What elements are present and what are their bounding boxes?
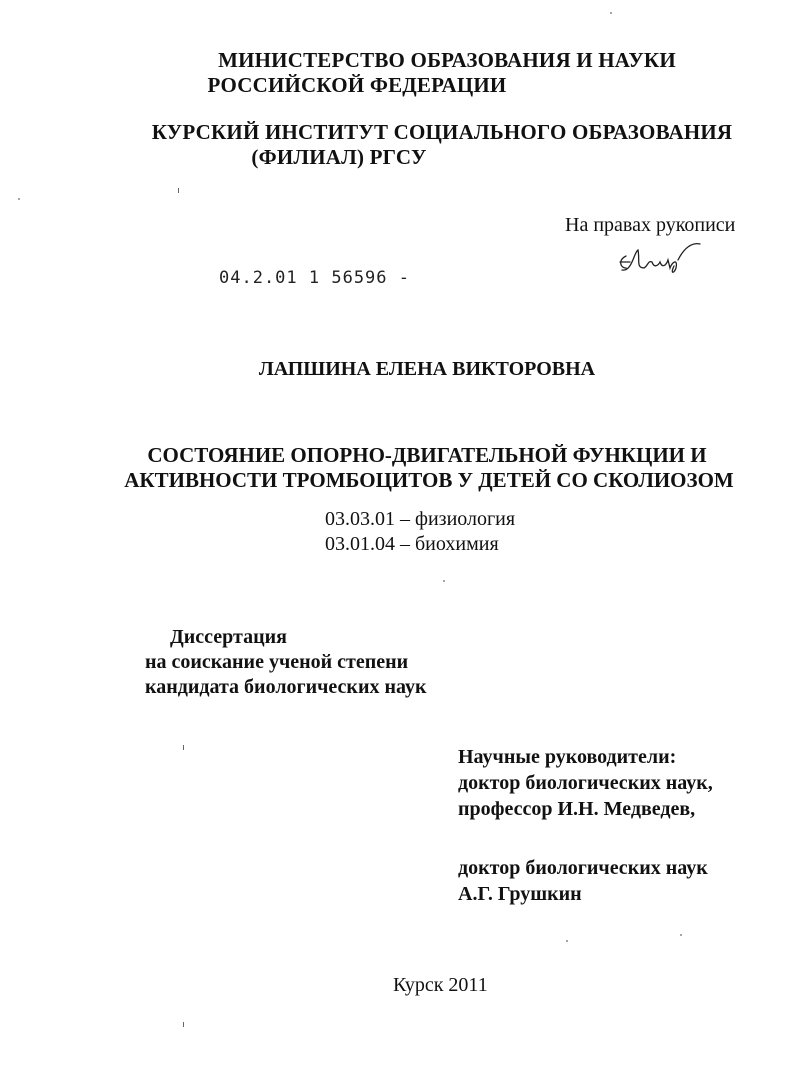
- scan-speck: [183, 1022, 184, 1027]
- institute-line-1: КУРСКИЙ ИНСТИТУТ СОЦИАЛЬНОГО ОБРАЗОВАНИЯ: [151, 120, 733, 144]
- dissertation-label: Диссертация: [170, 626, 287, 648]
- specialty-physiology: 03.03.01 – физиология: [325, 508, 516, 530]
- dissertation-title-line-2: АКТИВНОСТИ ТРОМБОЦИТОВ У ДЕТЕЙ СО СКОЛИОЗОМ: [124, 468, 734, 492]
- institute-line-2: (ФИЛИАЛ) РГСУ: [251, 145, 427, 169]
- scan-dot: [610, 12, 612, 14]
- supervisor-2-degree: доктор биологических наук: [458, 857, 708, 879]
- degree-line-1: на соискание ученой степени: [145, 651, 409, 673]
- supervisor-1-name: профессор И.Н. Медведев,: [458, 798, 696, 820]
- scan-dot: [680, 934, 682, 936]
- manuscript-note: На правах рукописи: [565, 214, 736, 236]
- place-and-year: Курск 2011: [393, 974, 488, 996]
- scan-dot: [566, 940, 568, 942]
- degree-line-2: кандидата биологических наук: [145, 676, 427, 698]
- supervisor-1-degree: доктор биологических наук,: [458, 772, 713, 794]
- specialty-biochemistry: 03.01.04 – биохимия: [325, 533, 499, 555]
- handwritten-signature: [612, 238, 712, 278]
- archive-stamp-number: 04.2.01 1 56596 -: [219, 268, 410, 288]
- ministry-line-1: МИНИСТЕРСТВО ОБРАЗОВАНИЯ И НАУКИ: [218, 48, 676, 72]
- scan-dot: [443, 580, 445, 582]
- supervisor-2-name: А.Г. Грушкин: [458, 883, 582, 905]
- author-name: ЛАПШИНА ЕЛЕНА ВИКТОРОВНА: [258, 358, 596, 380]
- supervisors-heading: Научные руководители:: [458, 746, 677, 768]
- dissertation-title-line-1: СОСТОЯНИЕ ОПОРНО-ДВИГАТЕЛЬНОЙ ФУНКЦИИ И: [147, 443, 707, 467]
- scan-speck: [178, 188, 179, 193]
- ministry-line-2: РОССИЙСКОЙ ФЕДЕРАЦИИ: [207, 73, 507, 97]
- scan-dot: [18, 198, 20, 200]
- scan-speck: [183, 745, 184, 750]
